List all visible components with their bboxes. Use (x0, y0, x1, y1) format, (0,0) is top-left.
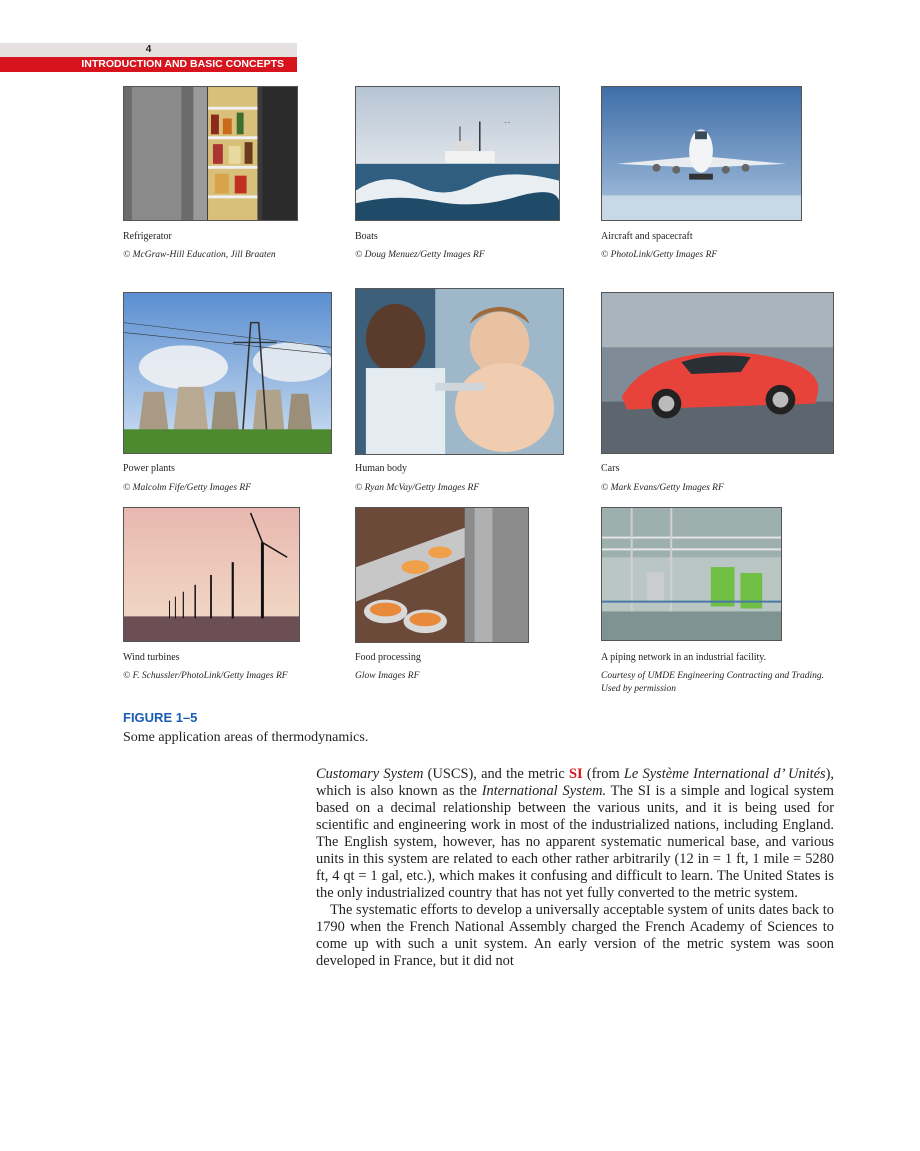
photo-credit: © Doug Menuez/Getty Images RF (355, 250, 485, 260)
text-run: (USCS), and the metric (423, 766, 569, 782)
svg-text:ˇ ˇ: ˇ ˇ (504, 122, 510, 129)
photo-credit: Glow Images RF (355, 671, 420, 681)
wind-turbines-photo (123, 507, 300, 642)
figure-label: FIGURE 1–5 (123, 710, 198, 725)
refrigerator-photo (123, 86, 298, 221)
photo-title: Refrigerator (123, 231, 172, 242)
human-body-photo (355, 288, 564, 455)
figure-caption: Some application areas of thermodynamics. (123, 730, 369, 745)
photo-credit: © McGraw-Hill Education, Jill Braaten (123, 250, 276, 260)
running-header: INTRODUCTION AND BASIC CONCEPTS (0, 57, 297, 72)
photo-credit: © Malcolm Fife/Getty Images RF (123, 483, 252, 493)
photo-title: Aircraft and spacecraft (601, 231, 693, 242)
photo-title: Boats (355, 231, 378, 242)
text-run: (from (582, 766, 624, 782)
power-plants-photo (123, 292, 332, 454)
text-run: The SI is a simple and logical system based on a decimal relationship between the various units, and it is being used for scientific and engineering work in most of the industrialized nations, including England. The English system, however, has no apparent systematic numerical base, and various units in this system are related to each other rather arbitrarily (12 in = 1 ft, 1 mile = 5280 ft, 4 qt = 1 gal, etc.), which makes it confusing and difficult to learn. The United States is the only industrialized country that has not yet fully converted to the metric system. (316, 783, 834, 901)
si-term: SI (569, 766, 583, 782)
boats-photo (355, 86, 560, 221)
body-text (316, 766, 834, 970)
photo-title: Food processing (355, 652, 421, 663)
photo-title: Human body (355, 463, 407, 474)
photo-credit: © Mark Evans/Getty Images RF (601, 483, 724, 493)
photo-credit: Courtesy of UMDE Engineering Contracting and Trading. Used by permission (601, 671, 824, 694)
photo-credit: © PhotoLink/Getty Images RF (601, 250, 718, 260)
photo-title: Wind turbines (123, 652, 180, 663)
photo-title: A piping network in an industrial facility. (601, 652, 767, 663)
italic-term: Customary System (316, 766, 424, 782)
cars-photo (601, 292, 834, 454)
paragraph: The systematic efforts to develop a universally acceptable system of units dates back to 1790 when the French National Assembly charged the French Academy of Sciences to come up with such a unit system. An early version of the metric system was soon developed in France, but it did not (316, 902, 834, 969)
photo-credit: © F. Schussler/PhotoLink/Getty Images RF (123, 671, 288, 681)
italic-term: International System. (481, 783, 607, 799)
photo-title: Power plants (123, 463, 175, 474)
photo-title: Cars (601, 463, 620, 474)
paragraph (316, 766, 834, 902)
piping-network-photo (601, 507, 782, 641)
page-number: 4 (0, 43, 297, 57)
aircraft-photo (601, 86, 802, 221)
food-processing-photo (355, 507, 529, 643)
italic-term: Le Système International d’ Unités (623, 766, 826, 782)
photo-credit: © Ryan McVay/Getty Images RF (355, 483, 480, 493)
text-run: ), which is also known as the (316, 766, 834, 799)
